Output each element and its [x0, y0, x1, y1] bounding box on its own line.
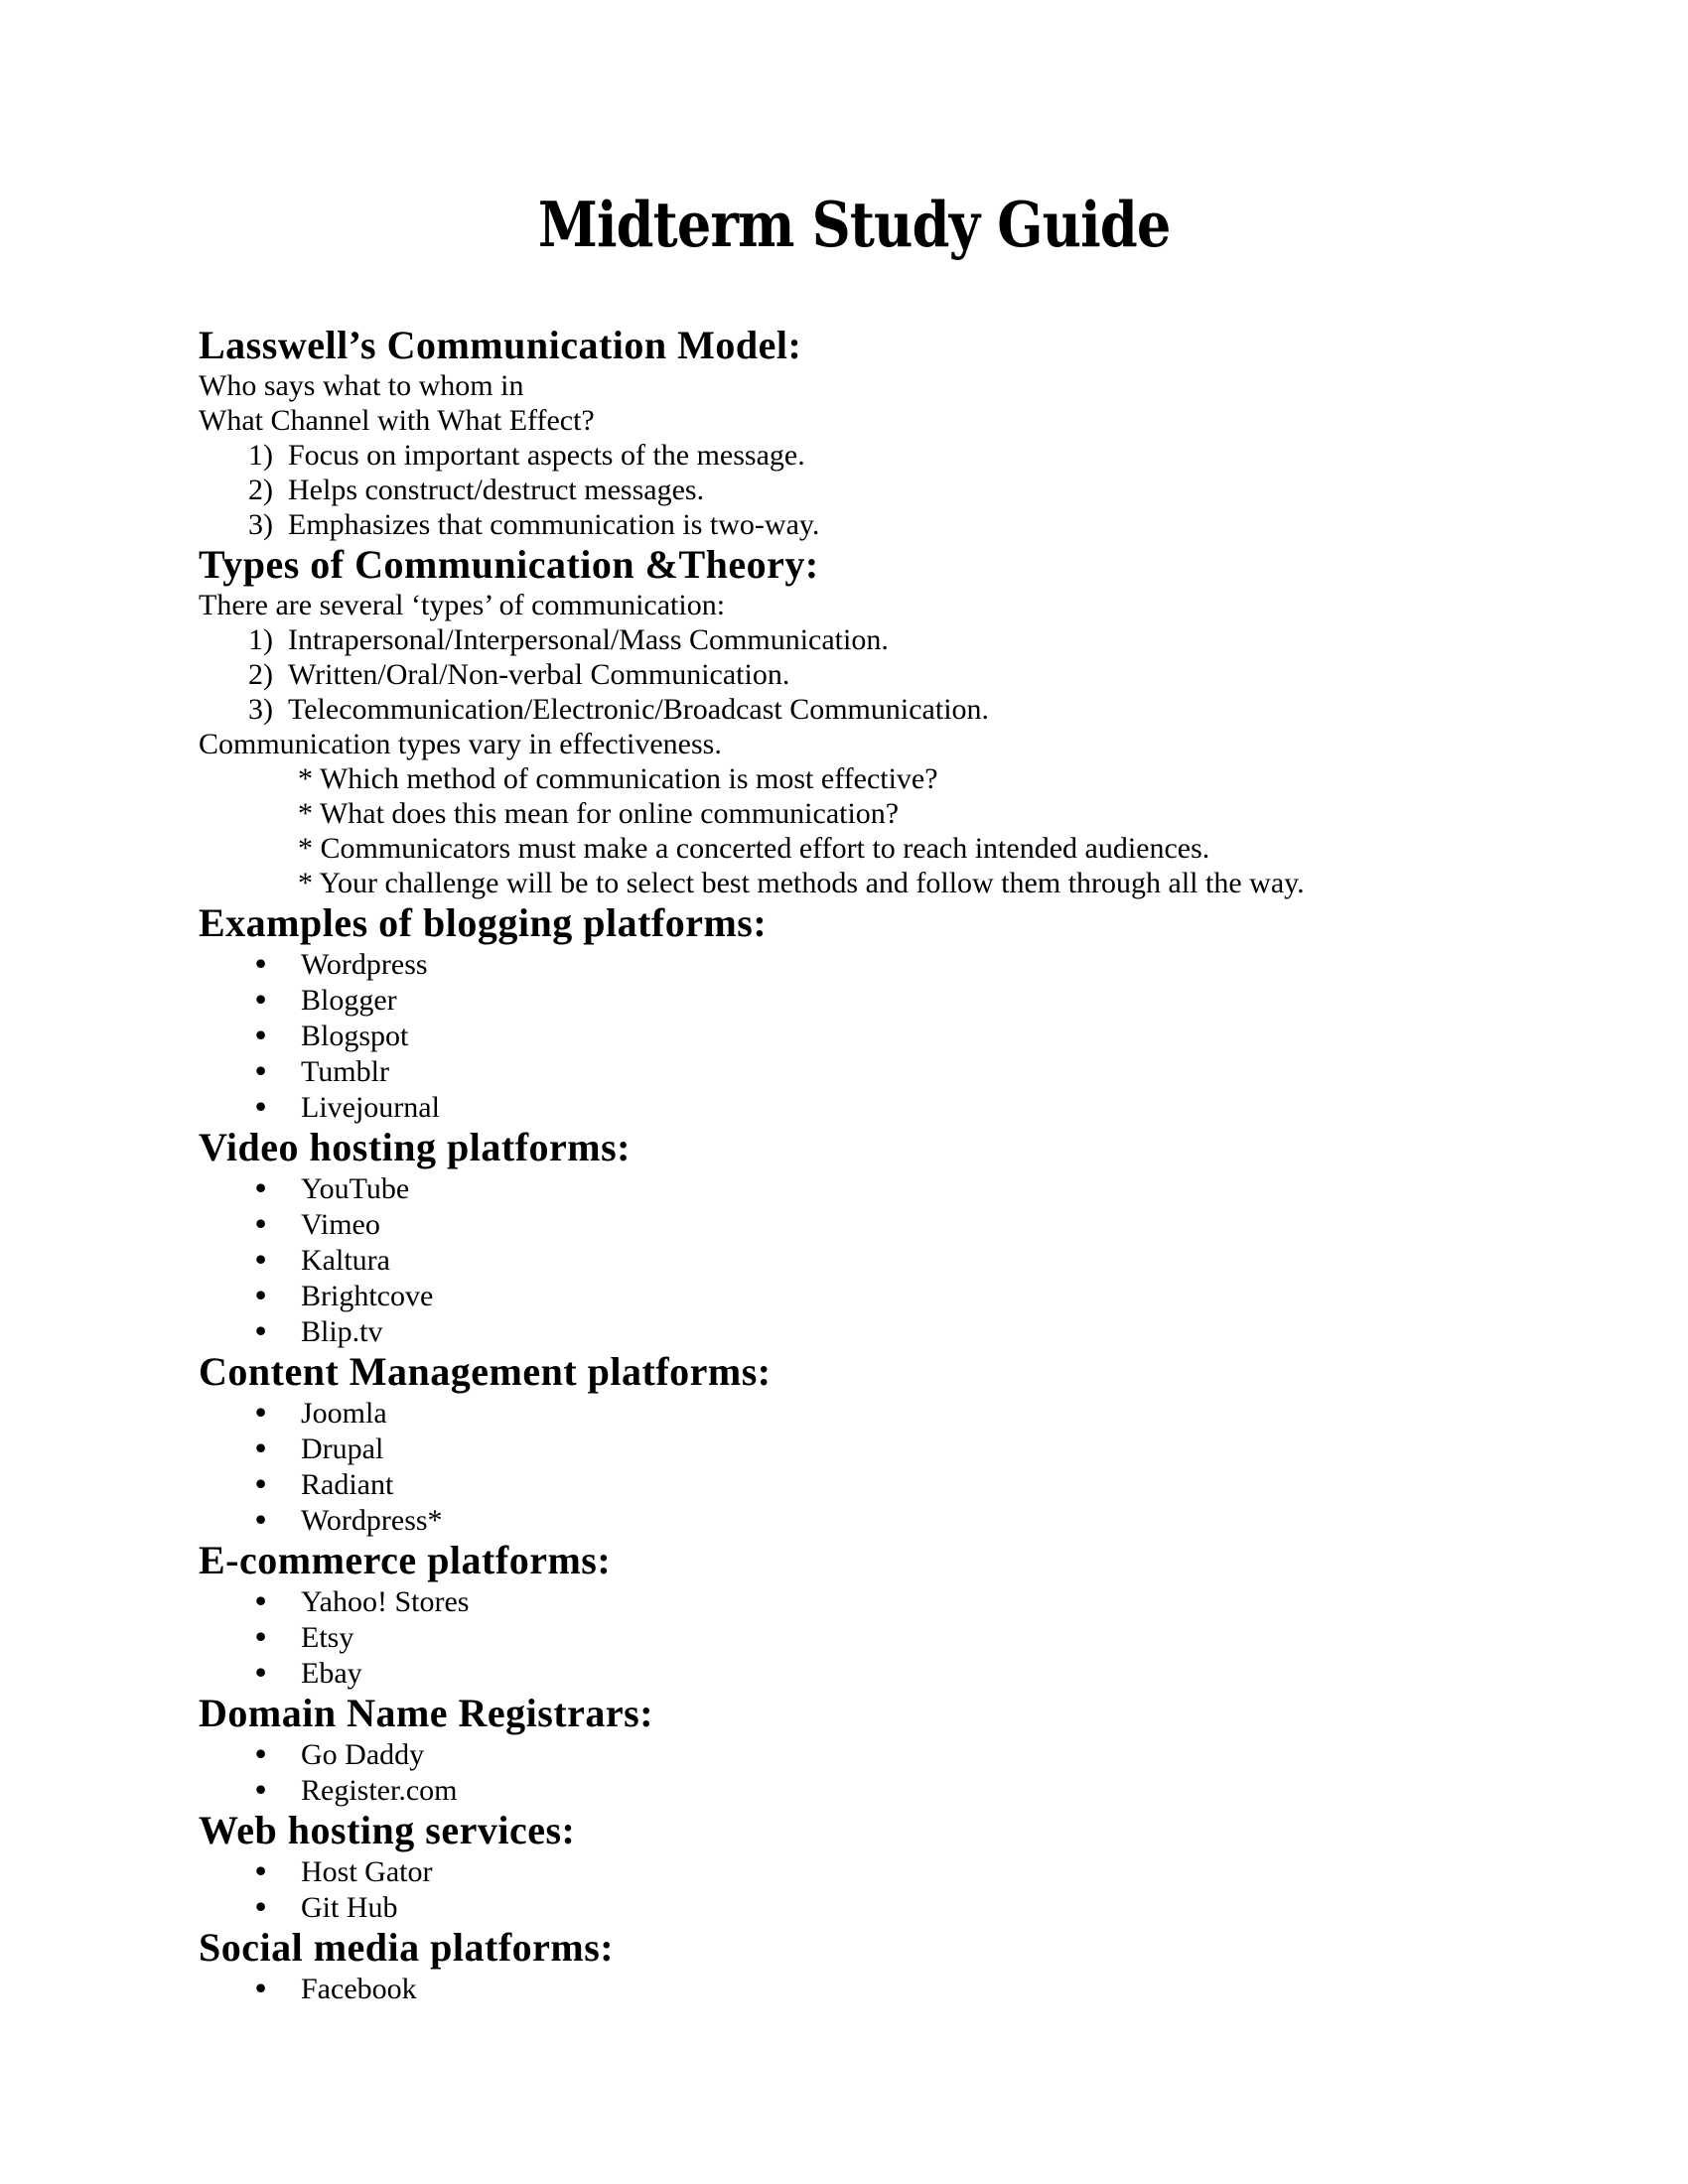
- numbered-item: [199, 507, 1509, 542]
- list-text: Etsy: [301, 1621, 354, 1654]
- section-types-of-communication: [199, 542, 1509, 900]
- list-text: Register.com: [301, 1774, 458, 1807]
- bullet-item: [199, 1395, 1509, 1431]
- list-text: Git Hub: [301, 1891, 398, 1924]
- numbered-item: [199, 473, 1509, 507]
- bullet-icon: •: [255, 1430, 267, 1465]
- bullet-icon: •: [255, 1582, 267, 1618]
- bullet-item: [199, 1502, 1509, 1538]
- bullet-item: [199, 1619, 1509, 1655]
- list-number: 1): [248, 439, 273, 472]
- paragraph: There are several ‘types’ of communication:: [199, 589, 726, 621]
- bullet-icon: •: [255, 1017, 267, 1052]
- bullet-icon: •: [255, 1618, 267, 1654]
- numbered-item: [199, 657, 1509, 692]
- star-note: * Communicators must make a concerted effort to reach intended audiences.: [298, 832, 1210, 865]
- bullet-item: [199, 1583, 1509, 1619]
- bullet-item: [199, 1278, 1509, 1313]
- bullet-icon: •: [255, 1241, 267, 1277]
- section-heading: Video hosting platforms:: [199, 1125, 631, 1169]
- bullet-item: [199, 1206, 1509, 1242]
- bullet-item: [199, 1466, 1509, 1502]
- list-text: Written/Oral/Non-verbal Communication.: [288, 658, 790, 691]
- bullet-item: [199, 1089, 1509, 1125]
- list-number: 1): [248, 623, 273, 656]
- title-block: [199, 184, 1509, 265]
- list-text: Wordpress: [301, 948, 428, 981]
- list-text: Joomla: [301, 1397, 387, 1430]
- bullet-item: [199, 1736, 1509, 1772]
- section-heading: Domain Name Registrars:: [199, 1691, 654, 1735]
- bullet-icon: •: [255, 1501, 267, 1537]
- list-text: Radiant: [301, 1468, 394, 1501]
- bullet-item: [199, 1889, 1509, 1925]
- paragraph: What Channel with What Effect?: [199, 404, 595, 437]
- section-video-hosting: [199, 1125, 1509, 1349]
- list-text: Yahoo! Stores: [301, 1585, 470, 1618]
- list-number: 3): [248, 508, 273, 541]
- list-text: Blogger: [301, 984, 397, 1017]
- star-note: * Which method of communication is most effective?: [298, 762, 938, 795]
- bullet-icon: •: [255, 1852, 267, 1888]
- section-ecommerce: [199, 1538, 1509, 1691]
- bullet-icon: •: [255, 1771, 267, 1807]
- numbered-item: [199, 622, 1509, 657]
- list-text: Kaltura: [301, 1244, 390, 1277]
- section-domain-registrars: [199, 1691, 1509, 1808]
- list-text: Livejournal: [301, 1091, 440, 1124]
- section-heading: Web hosting services:: [199, 1808, 576, 1852]
- list-text: Helps construct/destruct messages.: [288, 474, 705, 506]
- bullet-item: [199, 982, 1509, 1018]
- section-social-media: [199, 1925, 1509, 2006]
- bullet-item: [199, 1313, 1509, 1349]
- list-text: Drupal: [301, 1433, 384, 1465]
- list-text: Vimeo: [301, 1208, 380, 1241]
- list-number: 3): [248, 693, 273, 726]
- section-content-management: [199, 1349, 1509, 1538]
- paragraph: Communication types vary in effectiveness.: [199, 728, 722, 760]
- list-text: Ebay: [301, 1657, 362, 1690]
- list-text: Focus on important aspects of the message.: [288, 439, 805, 472]
- bullet-item: [199, 1431, 1509, 1466]
- bullet-icon: •: [255, 1735, 267, 1771]
- list-text: Wordpress*: [301, 1504, 443, 1537]
- bullet-item: [199, 1772, 1509, 1808]
- bullet-icon: •: [255, 981, 267, 1017]
- list-text: Blip.tv: [301, 1315, 383, 1348]
- list-text: Go Daddy: [301, 1738, 425, 1771]
- paragraph: Who says what to whom in: [199, 369, 524, 402]
- bullet-icon: •: [255, 1654, 267, 1690]
- section-heading: Content Management platforms:: [199, 1349, 772, 1394]
- section-heading: Types of Communication &Theory:: [199, 542, 819, 587]
- bullet-item: [199, 1853, 1509, 1889]
- section-web-hosting: [199, 1808, 1509, 1925]
- bullet-item: [199, 1971, 1509, 2006]
- list-text: Intrapersonal/Interpersonal/Mass Communication.: [288, 623, 889, 656]
- list-number: 2): [248, 474, 273, 506]
- bullet-item: [199, 1018, 1509, 1053]
- bullet-item: [199, 1053, 1509, 1089]
- numbered-item: [199, 692, 1509, 727]
- list-text: Brightcove: [301, 1280, 434, 1312]
- list-text: Facebook: [301, 1973, 417, 2005]
- bullet-item: [199, 1170, 1509, 1206]
- bullet-icon: •: [255, 1277, 267, 1312]
- section-heading: Social media platforms:: [199, 1925, 615, 1970]
- bullet-item: [199, 946, 1509, 982]
- star-note: * What does this mean for online communication?: [298, 797, 900, 830]
- list-text: Host Gator: [301, 1855, 433, 1888]
- list-text: Emphasizes that communication is two-way.: [288, 508, 820, 541]
- section-lasswell: [199, 323, 1509, 542]
- list-text: Tumblr: [301, 1055, 389, 1088]
- section-heading: E-commerce platforms:: [199, 1538, 612, 1582]
- bullet-icon: •: [255, 1888, 267, 1924]
- bullet-icon: •: [255, 1052, 267, 1088]
- bullet-icon: •: [255, 1205, 267, 1241]
- bullet-item: [199, 1242, 1509, 1278]
- numbered-item: [199, 438, 1509, 473]
- bullet-icon: •: [255, 1970, 267, 2005]
- bullet-icon: •: [255, 945, 267, 981]
- section-blogging-platforms: [199, 900, 1509, 1125]
- section-heading: Lasswell’s Communication Model:: [199, 323, 802, 367]
- page-title: Midterm Study Guide: [537, 188, 1171, 261]
- bullet-icon: •: [255, 1312, 267, 1348]
- bullet-icon: •: [255, 1169, 267, 1205]
- bullet-icon: •: [255, 1088, 267, 1124]
- star-note: * Your challenge will be to select best methods and follow them through all the way.: [298, 867, 1305, 899]
- bullet-item: [199, 1655, 1509, 1691]
- list-text: Telecommunication/Electronic/Broadcast Communication.: [288, 693, 990, 726]
- list-text: YouTube: [301, 1172, 410, 1205]
- bullet-icon: •: [255, 1465, 267, 1501]
- list-number: 2): [248, 658, 273, 691]
- section-heading: Examples of blogging platforms:: [199, 900, 768, 945]
- list-text: Blogspot: [301, 1020, 409, 1052]
- bullet-icon: •: [255, 1394, 267, 1430]
